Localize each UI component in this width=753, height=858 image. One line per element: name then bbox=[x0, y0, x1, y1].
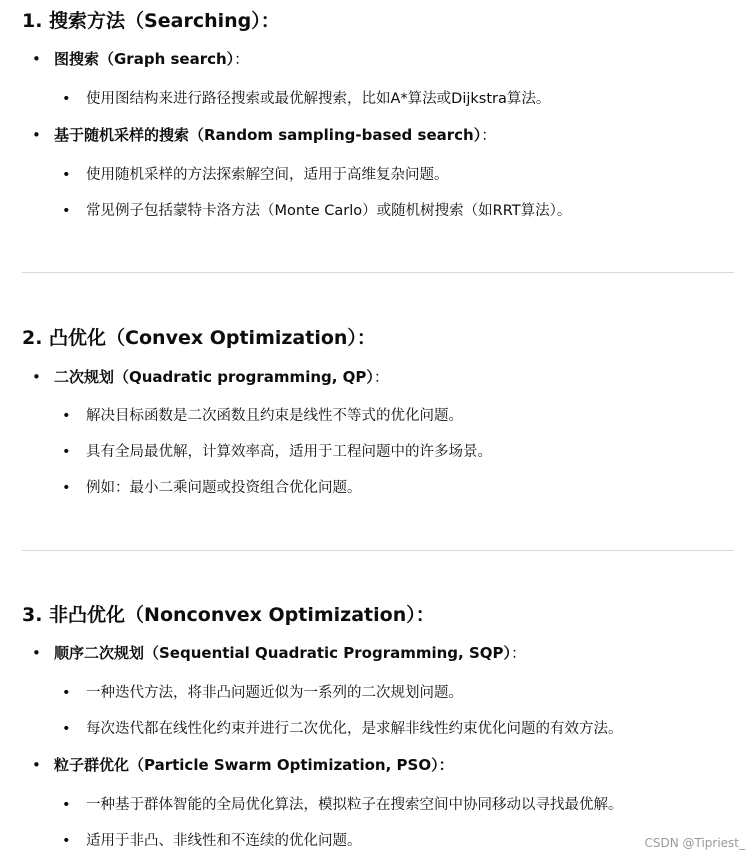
sub-item-text: 适用于非凸、非线性和不连续的优化问题。 bbox=[86, 833, 362, 849]
bullet-icon: • bbox=[32, 368, 41, 386]
list-item-pso bbox=[32, 754, 454, 776]
sub-item-text: 具有全局最优解，计算效率高，适用于工程问题中的许多场景。 bbox=[86, 444, 492, 460]
bullet-icon: • bbox=[62, 203, 71, 219]
list-item-graph-search bbox=[32, 48, 249, 70]
sub-list-item bbox=[62, 441, 492, 463]
sub-item-text: 例如：最小二乘问题或投资组合优化问题。 bbox=[86, 480, 362, 496]
bullet-icon: • bbox=[62, 444, 71, 460]
bullet-icon: • bbox=[62, 721, 71, 737]
sub-list-item bbox=[62, 830, 362, 852]
sub-item-text: 每次迭代都在线性化约束并进行二次优化，是求解非线性约束优化问题的有效方法。 bbox=[86, 721, 623, 737]
term-label: 顺序二次规划（Sequential Quadratic Programming, SQP） bbox=[54, 644, 512, 662]
sub-item-text: 一种迭代方法，将非凸问题近似为一系列的二次规划问题。 bbox=[86, 685, 463, 701]
sub-item-text: 使用随机采样的方法探索解空间，适用于高维复杂问题。 bbox=[86, 167, 449, 183]
sub-list-item bbox=[62, 164, 449, 186]
bullet-icon: • bbox=[62, 833, 71, 849]
watermark: CSDN @Tipriest_ bbox=[644, 836, 745, 850]
list-item-sqp bbox=[32, 642, 526, 664]
sub-item-text: 使用图结构来进行路径搜索或最优解搜索，比如A*算法或Dijkstra算法。 bbox=[86, 91, 551, 107]
sub-item-text: 常见例子包括蒙特卡洛方法（Monte Carlo）或随机树搜索（如RRT算法）。 bbox=[86, 203, 572, 219]
bullet-icon: • bbox=[32, 756, 41, 774]
term-suffix: ： bbox=[481, 126, 497, 144]
section-2-heading: 2. 凸优化（Convex Optimization）： bbox=[22, 327, 376, 349]
sub-list-item bbox=[62, 477, 362, 499]
bullet-icon: • bbox=[32, 126, 41, 144]
bullet-icon: • bbox=[62, 408, 71, 424]
sub-list-item bbox=[62, 200, 571, 222]
bullet-icon: • bbox=[32, 50, 41, 68]
section-divider bbox=[22, 550, 734, 551]
sub-list-item bbox=[62, 794, 623, 816]
bullet-icon: • bbox=[62, 480, 71, 496]
term-label: 基于随机采样的搜索（Random sampling-based search） bbox=[54, 126, 482, 144]
sub-list-item bbox=[62, 682, 463, 704]
term-label: 图搜索（Graph search） bbox=[54, 50, 235, 68]
list-item-quadratic-programming bbox=[32, 366, 389, 388]
term-label: 二次规划（Quadratic programming, QP） bbox=[54, 368, 374, 386]
sub-item-text: 一种基于群体智能的全局优化算法，模拟粒子在搜索空间中协同移动以寻找最优解。 bbox=[86, 797, 623, 813]
bullet-icon: • bbox=[62, 797, 71, 813]
list-item-random-sampling bbox=[32, 124, 496, 146]
sub-list-item bbox=[62, 88, 550, 110]
term-suffix: ： bbox=[373, 368, 389, 386]
bullet-icon: • bbox=[62, 167, 71, 183]
term-suffix: ： bbox=[234, 50, 250, 68]
section-1-heading: 1. 搜索方法（Searching）： bbox=[22, 10, 280, 32]
term-label: 粒子群优化（Particle Swarm Optimization, PSO）： bbox=[54, 756, 454, 774]
bullet-icon: • bbox=[62, 91, 71, 107]
sub-item-text: 解决目标函数是二次函数且约束是线性不等式的优化问题。 bbox=[86, 408, 463, 424]
section-divider bbox=[22, 272, 734, 273]
sub-list-item bbox=[62, 718, 623, 740]
bullet-icon: • bbox=[32, 644, 41, 662]
sub-list-item bbox=[62, 405, 463, 427]
term-suffix: ： bbox=[511, 644, 527, 662]
section-3-heading: 3. 非凸优化（Nonconvex Optimization）： bbox=[22, 604, 435, 626]
bullet-icon: • bbox=[62, 685, 71, 701]
